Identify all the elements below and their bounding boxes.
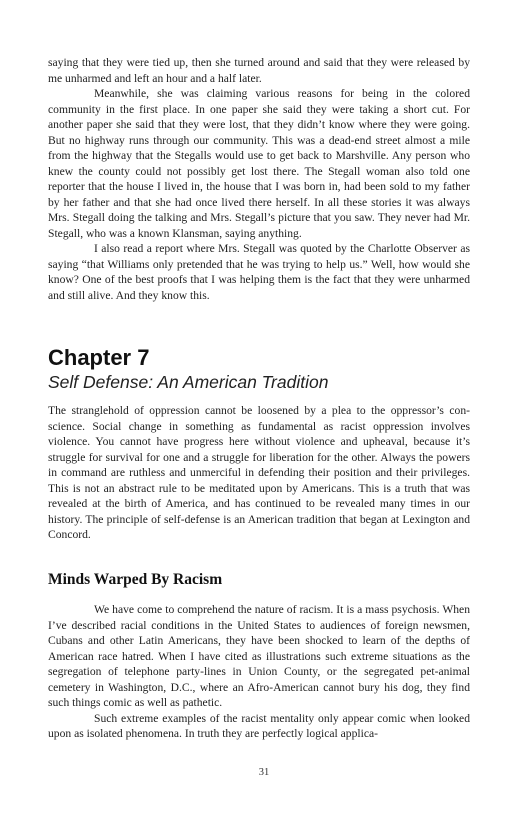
- chapter-intro: [48, 403, 470, 543]
- paragraph: Meanwhile, she was claiming various reasons for being in the colored community in the first place. In one paper she said they were taking a short cut. For another paper she said that they were lost, that they didn’t know where they were going. But no highway runs through our community. This was a dead-end street almost a mile from the highway that the Stegalls would use to get back to Marshville. Any person who knew the county could not possibly get lost there. The Stegall woman also told one reporter that the house I lived in, the house that I was born in, had been sold to my father by her father and that she had once lived there herself. In all these stories it was always Mrs. Stegall doing the talking and Mrs. Stegall’s picture that you saw. They never had Mr. Stegall, who was a known Klansman, saying anything.: [48, 87, 470, 240]
- chapter-heading: [48, 345, 470, 393]
- paragraph: Such extreme examples of the racist mentality only appear comic when looked upon as isolated phenomena. In truth they are perfectly logical applica-: [48, 711, 470, 740]
- continued-text: [48, 55, 470, 303]
- paragraph: I also read a report where Mrs. Stegall was quoted by the Charlotte Observer as saying “that Williams only pretended that he was trying to help us.” Well, how would she know? One of the best proofs that I was helping them is the fact that they were unharmed and still alive. And they know this.: [48, 242, 470, 302]
- page-number: 31: [258, 767, 270, 778]
- chapter-subtitle: Self Defense: An American Tradition: [48, 372, 329, 392]
- paragraph: The stranglehold of oppression cannot be loosened by a plea to the oppressor’s conscience. Social change in something as fundamental as racist oppression involves violence. You cannot have progress here without violence and upheaval, because it’s struggle for survival for one and a struggle for liberation for the other. Always the powers in command are ruthless and unmerciful in defending their position and their privileges. This is not an abstract rule to be meditated upon by Americans. This is a truth that was revealed at the birth of America, and has continued to be revealed many times in our history. The principle of self-defense is an American tradition that began at Lexington and Concord.: [48, 404, 470, 541]
- paragraph: saying that they were tied up, then she turned around and said that they were released by me unharmed and left an hour and a half later.: [48, 56, 470, 85]
- section-heading: Minds Warped By Racism: [48, 571, 223, 588]
- paragraph: We have come to comprehend the nature of racism. It is a mass psychosis. When I’ve described racial conditions in the United States to audiences of foreign newsmen, Cubans and other Latin Americans, they have been shocked to learn of the depths of American race hatred. When I have cited as illustrations such extreme situations as the segregation of telephone party-lines in Union County, or the segregated pet-animal cemetery in Washington, D.C., where an Afro-American cannot bury his dog, they find such things comic as well as pathetic.: [48, 603, 470, 709]
- section-body: [48, 602, 470, 742]
- chapter-title: Chapter 7: [48, 345, 150, 370]
